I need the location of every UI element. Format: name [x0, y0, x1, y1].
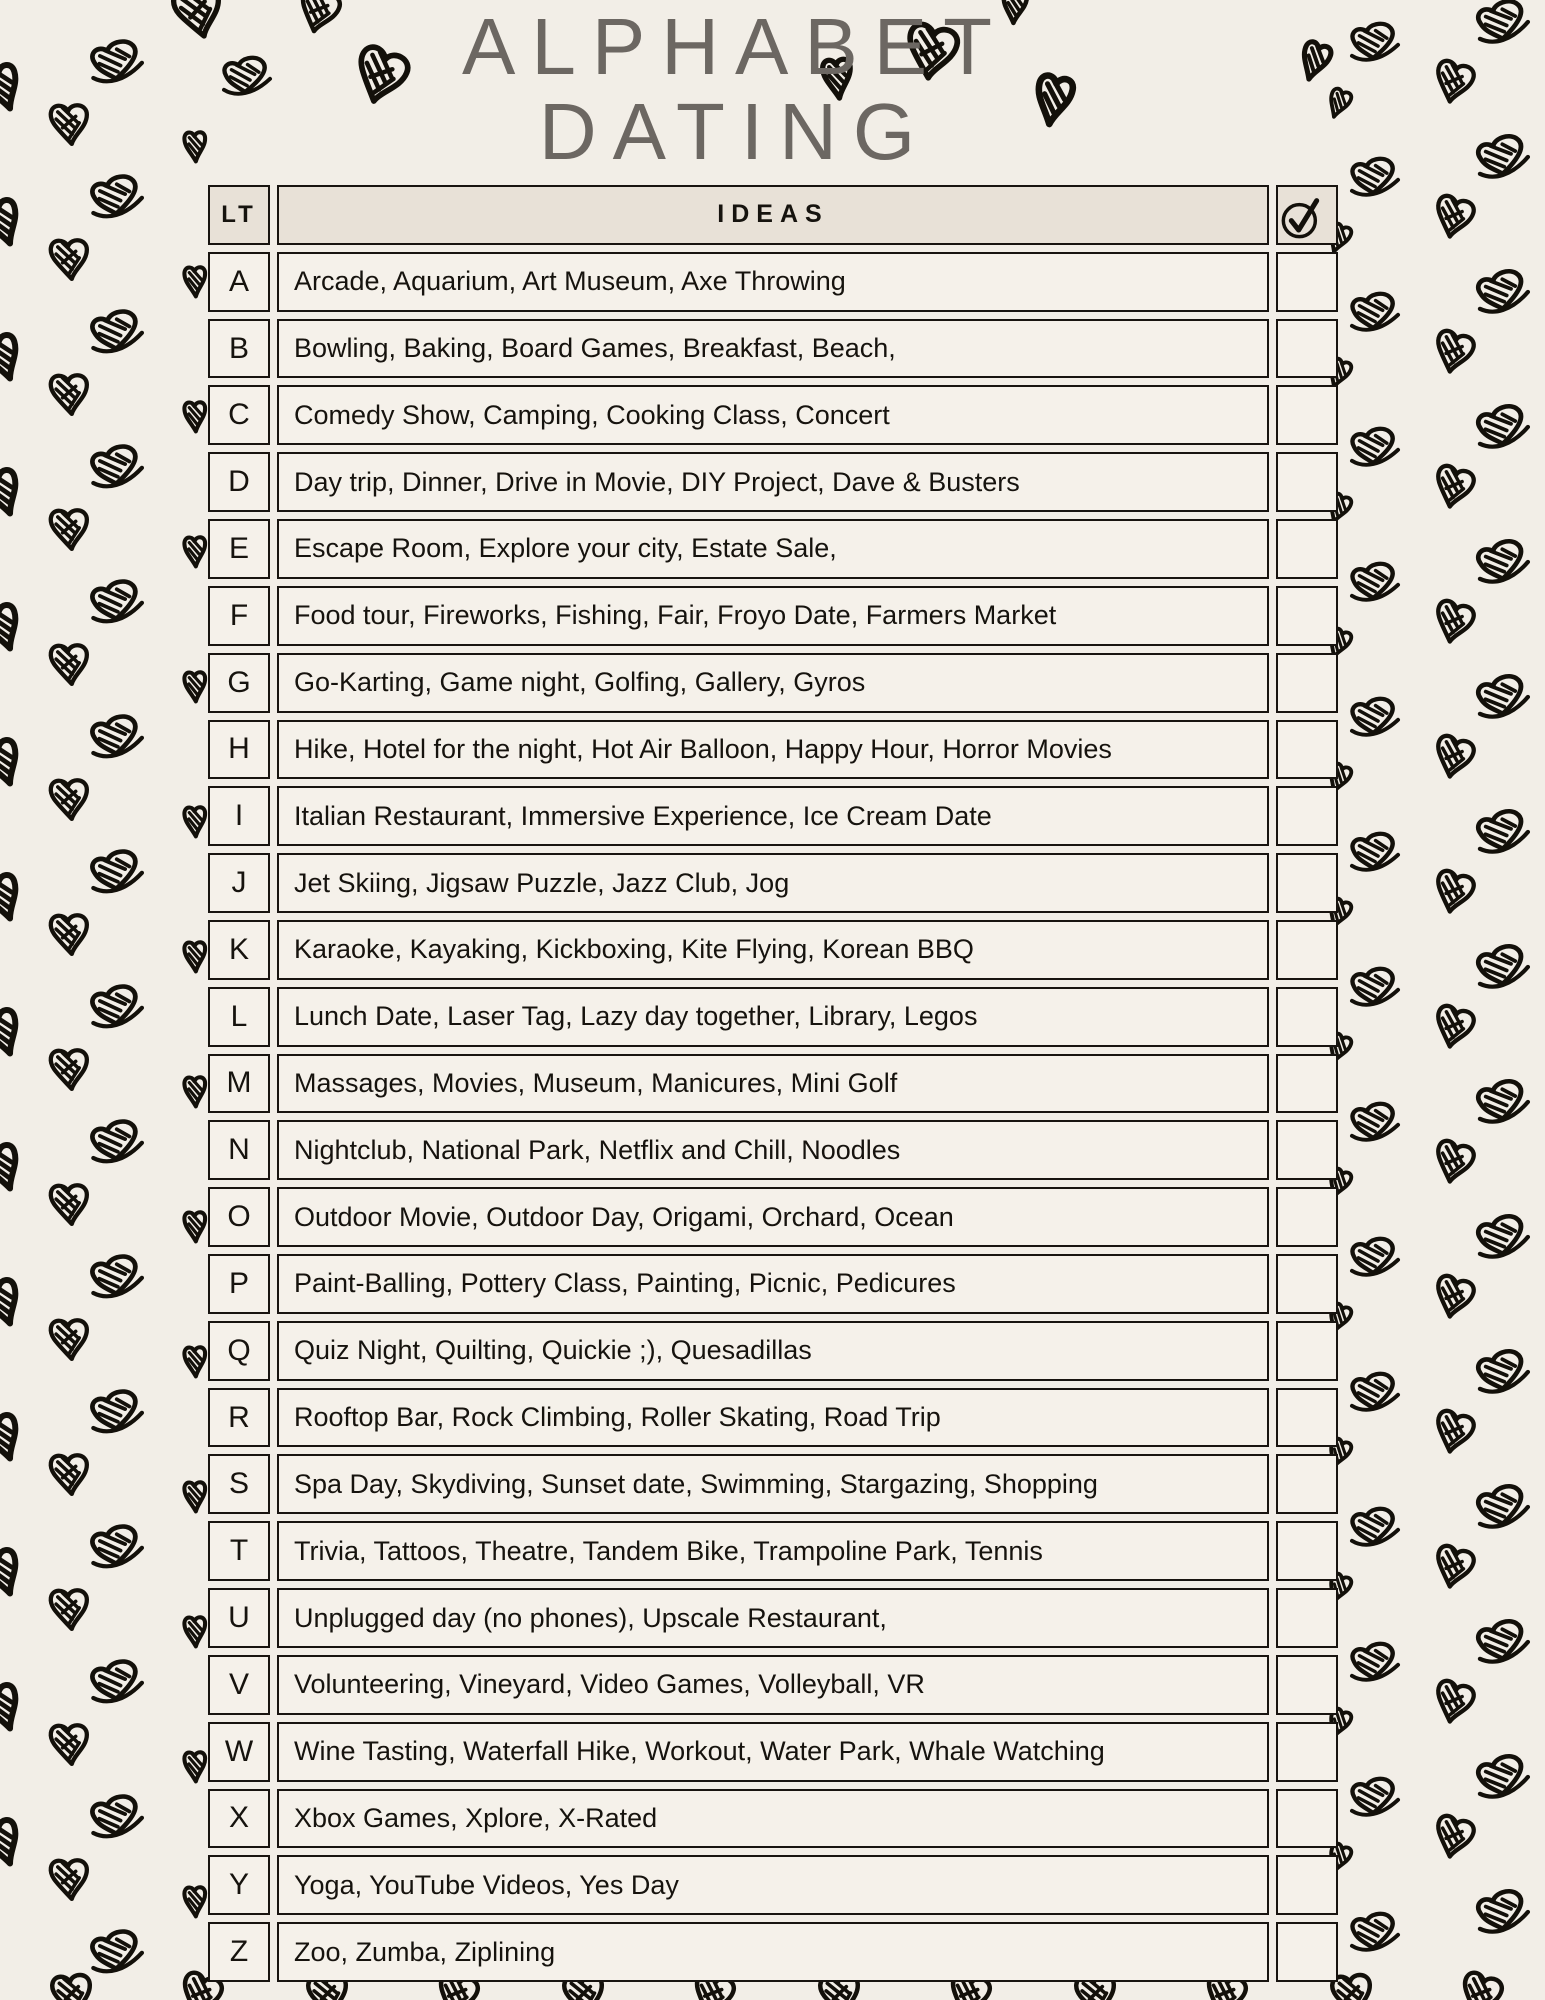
heart-doodle-icon [1428, 1135, 1480, 1192]
letter-cell: T [208, 1521, 270, 1581]
check-cell-R[interactable] [1276, 1388, 1338, 1448]
ideas-cell: Food tour, Fireworks, Fishing, Fair, Froyo Date, Farmers Market [277, 586, 1269, 646]
ideas-cell: Xbox Games, Xplore, X-Rated [277, 1789, 1269, 1849]
column-header-ideas: IDEAS [277, 185, 1269, 245]
heart-doodle-icon [1346, 1369, 1404, 1414]
heart-doodle-icon [1470, 1479, 1536, 1533]
check-cell-X[interactable] [1276, 1789, 1338, 1849]
heart-doodle-icon [85, 170, 150, 222]
letter-cell: D [208, 452, 270, 512]
heart-doodle-icon [1428, 1675, 1480, 1732]
letter-cell: C [208, 385, 270, 445]
heart-doodle-icon [45, 1447, 96, 1503]
heart-doodle-icon [180, 667, 210, 707]
letter-cell: W [208, 1722, 270, 1782]
letter-cell: Z [208, 1922, 270, 1982]
letter-cell: I [208, 786, 270, 846]
heart-doodle-icon [1346, 559, 1404, 604]
ideas-cell: Escape Room, Explore your city, Estate Sale, [277, 519, 1269, 579]
heart-doodle-icon [1428, 190, 1480, 247]
ideas-cell: Italian Restaurant, Immersive Experience, Ice Cream Date [277, 786, 1269, 846]
check-cell-N[interactable] [1276, 1120, 1338, 1180]
heart-doodle-icon [1346, 694, 1404, 739]
heart-doodle-icon [1346, 1234, 1404, 1279]
heart-doodle-icon [0, 1405, 32, 1471]
heart-doodle-icon [180, 1882, 210, 1922]
heart-doodle-icon [85, 1520, 150, 1572]
heart-doodle-icon [0, 190, 32, 256]
heart-doodle-icon [1428, 730, 1480, 787]
heart-doodle-icon [45, 367, 96, 423]
heart-doodle-icon [45, 1717, 96, 1773]
check-cell-M[interactable] [1276, 1054, 1338, 1114]
heart-doodle-icon [0, 865, 32, 931]
check-cell-O[interactable] [1276, 1187, 1338, 1247]
letter-cell: O [208, 1187, 270, 1247]
check-cell-I[interactable] [1276, 786, 1338, 846]
letter-cell: A [208, 252, 270, 312]
heart-doodle-icon [1470, 804, 1536, 858]
alphabet-table [208, 185, 1338, 1982]
ideas-cell: Go-Karting, Game night, Golfing, Gallery, Gyros [277, 653, 1269, 713]
heart-doodle-icon [45, 1042, 96, 1098]
heart-doodle-icon [45, 772, 96, 828]
heart-doodle-icon [85, 710, 150, 762]
heart-doodle-icon [1470, 1884, 1536, 1938]
check-cell-F[interactable] [1276, 586, 1338, 646]
letter-cell: S [208, 1454, 270, 1514]
letter-cell: J [208, 853, 270, 913]
check-cell-K[interactable] [1276, 920, 1338, 980]
check-cell-Q[interactable] [1276, 1321, 1338, 1381]
letter-cell: Q [208, 1321, 270, 1381]
heart-doodle-icon [0, 1135, 32, 1201]
check-cell-L[interactable] [1276, 987, 1338, 1047]
heart-doodle-icon [1346, 1099, 1404, 1144]
heart-doodle-icon [0, 595, 32, 661]
heart-doodle-icon [85, 575, 150, 627]
heart-doodle-icon [1470, 129, 1536, 183]
heart-doodle-icon [85, 1250, 150, 1302]
heart-doodle-icon [85, 1925, 150, 1977]
heart-doodle-icon [45, 1852, 96, 1908]
letter-cell: U [208, 1588, 270, 1648]
ideas-cell: Comedy Show, Camping, Cooking Class, Concert [277, 385, 1269, 445]
heart-doodle-icon [0, 1270, 32, 1336]
heart-doodle-icon [1428, 1405, 1480, 1462]
ideas-cell: Paint-Balling, Pottery Class, Painting, Picnic, Pedicures [277, 1254, 1269, 1314]
check-cell-E[interactable] [1276, 519, 1338, 579]
check-cell-W[interactable] [1276, 1722, 1338, 1782]
heart-doodle-icon [1470, 534, 1536, 588]
heart-doodle-icon [1346, 1774, 1404, 1819]
ideas-cell: Zoo, Zumba, Ziplining [277, 1922, 1269, 1982]
heart-doodle-icon [1470, 939, 1536, 993]
ideas-cell: Hike, Hotel for the night, Hot Air Balloon, Happy Hour, Horror Movies [277, 720, 1269, 780]
heart-doodle-icon [1470, 1749, 1536, 1803]
heart-doodle-icon [1346, 964, 1404, 1009]
column-header-letter: LT [208, 185, 270, 245]
heart-doodle-icon [85, 1790, 150, 1842]
letter-cell: K [208, 920, 270, 980]
heart-doodle-icon [180, 397, 210, 437]
heart-doodle-icon [180, 1342, 210, 1382]
heart-doodle-icon [1470, 0, 1536, 49]
heart-doodle-icon [1346, 424, 1404, 469]
heart-doodle-icon [45, 907, 96, 963]
letter-cell: G [208, 653, 270, 713]
check-cell-U[interactable] [1276, 1588, 1338, 1648]
check-cell-A[interactable] [1276, 252, 1338, 312]
check-cell-G[interactable] [1276, 653, 1338, 713]
letter-cell: R [208, 1388, 270, 1448]
heart-doodle-icon [180, 532, 210, 572]
heart-doodle-icon [0, 1675, 32, 1741]
heart-doodle-icon [1470, 1209, 1536, 1263]
heart-doodle-icon [180, 262, 210, 302]
ideas-cell: Trivia, Tattoos, Theatre, Tandem Bike, Trampoline Park, Tennis [277, 1521, 1269, 1581]
check-cell-B[interactable] [1276, 319, 1338, 379]
ideas-cell: Bowling, Baking, Board Games, Breakfast, Beach, [277, 319, 1269, 379]
heart-doodle-icon [1346, 829, 1404, 874]
check-cell-D[interactable] [1276, 452, 1338, 512]
heart-doodle-icon [1428, 1000, 1480, 1057]
heart-doodle-icon [85, 1655, 150, 1707]
heart-doodle-icon [1470, 264, 1536, 318]
letter-cell: E [208, 519, 270, 579]
ideas-cell: Yoga, YouTube Videos, Yes Day [277, 1855, 1269, 1915]
check-cell-Z[interactable] [1276, 1922, 1338, 1982]
ideas-cell: Volunteering, Vineyard, Video Games, Volleyball, VR [277, 1655, 1269, 1715]
heart-doodle-icon [1428, 865, 1480, 922]
page-title-line1: ALPHABET [462, 2, 1008, 91]
column-header-check [1276, 185, 1338, 245]
heart-doodle-icon [0, 1000, 32, 1066]
ideas-cell: Unplugged day (no phones), Upscale Restaurant, [277, 1588, 1269, 1648]
ideas-cell: Karaoke, Kayaking, Kickboxing, Kite Flying, Korean BBQ [277, 920, 1269, 980]
page-title-line2: DATING [538, 87, 932, 176]
heart-doodle-icon [85, 980, 150, 1032]
ideas-cell: Arcade, Aquarium, Art Museum, Axe Throwing [277, 252, 1269, 312]
heart-doodle-icon [1346, 289, 1404, 334]
letter-cell: P [208, 1254, 270, 1314]
check-cell-J[interactable] [1276, 853, 1338, 913]
ideas-cell: Spa Day, Skydiving, Sunset date, Swimming, Stargazing, Shopping [277, 1454, 1269, 1514]
heart-doodle-icon [180, 1747, 210, 1787]
heart-doodle-icon [85, 1385, 150, 1437]
heart-doodle-icon [0, 325, 32, 391]
heart-doodle-icon [45, 1582, 96, 1638]
letter-cell: N [208, 1120, 270, 1180]
heart-doodle-icon [1470, 399, 1536, 453]
heart-doodle-icon [1346, 1639, 1404, 1684]
check-cell-P[interactable] [1276, 1254, 1338, 1314]
heart-doodle-icon [45, 1177, 96, 1233]
letter-cell: X [208, 1789, 270, 1849]
check-cell-V[interactable] [1276, 1655, 1338, 1715]
heart-doodle-icon [1470, 1074, 1536, 1128]
letter-cell: L [208, 987, 270, 1047]
ideas-cell: Nightclub, National Park, Netflix and Chill, Noodles [277, 1120, 1269, 1180]
check-cell-H[interactable] [1276, 720, 1338, 780]
heart-doodle-icon [1428, 1270, 1480, 1327]
letter-cell: V [208, 1655, 270, 1715]
check-cell-T[interactable] [1276, 1521, 1338, 1581]
heart-doodle-icon [45, 1312, 96, 1368]
ideas-cell: Wine Tasting, Waterfall Hike, Workout, Water Park, Whale Watching [277, 1722, 1269, 1782]
heart-doodle-icon [85, 1115, 150, 1167]
heart-doodle-icon [1453, 1966, 1509, 2000]
heart-doodle-icon [180, 1072, 210, 1112]
ideas-cell: Outdoor Movie, Outdoor Day, Origami, Orchard, Ocean [277, 1187, 1269, 1247]
heart-doodle-icon [1428, 1810, 1480, 1867]
heart-doodle-icon [1470, 669, 1536, 723]
heart-doodle-icon [45, 502, 96, 558]
check-cell-S[interactable] [1276, 1454, 1338, 1514]
heart-doodle-icon [180, 937, 210, 977]
heart-doodle-icon [45, 637, 96, 693]
ideas-cell: Massages, Movies, Museum, Manicures, Mini Golf [277, 1054, 1269, 1114]
heart-doodle-icon [1470, 1614, 1536, 1668]
heart-doodle-icon [180, 1612, 210, 1652]
heart-doodle-icon [1346, 1504, 1404, 1549]
ideas-cell: Jet Skiing, Jigsaw Puzzle, Jazz Club, Jog [277, 853, 1269, 913]
heart-doodle-icon [85, 845, 150, 897]
ideas-cell: Day trip, Dinner, Drive in Movie, DIY Project, Dave & Busters [277, 452, 1269, 512]
heart-doodle-icon [1428, 1540, 1480, 1597]
heart-doodle-icon [180, 802, 210, 842]
ideas-cell: Rooftop Bar, Rock Climbing, Roller Skating, Road Trip [277, 1388, 1269, 1448]
heart-doodle-icon [85, 305, 150, 357]
letter-cell: M [208, 1054, 270, 1114]
heart-doodle-icon [0, 1540, 32, 1606]
heart-doodle-icon [1470, 1344, 1536, 1398]
heart-doodle-icon [0, 1810, 32, 1876]
heart-doodle-icon [45, 232, 96, 288]
circled-checkmark-icon [1278, 195, 1326, 241]
check-cell-Y[interactable] [1276, 1855, 1338, 1915]
heart-doodle-icon [0, 730, 32, 796]
page-title [0, 4, 1470, 174]
heart-doodle-icon [180, 1207, 210, 1247]
heart-doodle-icon [1346, 1909, 1404, 1954]
letter-cell: H [208, 720, 270, 780]
heart-doodle-icon [1428, 595, 1480, 652]
heart-doodle-icon [85, 440, 150, 492]
ideas-cell: Quiz Night, Quilting, Quickie ;), Quesadillas [277, 1321, 1269, 1381]
letter-cell: Y [208, 1855, 270, 1915]
heart-doodle-icon [180, 1477, 210, 1517]
check-cell-C[interactable] [1276, 385, 1338, 445]
heart-doodle-icon [0, 460, 32, 526]
letter-cell: B [208, 319, 270, 379]
letter-cell: F [208, 586, 270, 646]
heart-doodle-icon [1428, 325, 1480, 382]
heart-doodle-icon [1428, 460, 1480, 517]
ideas-cell: Lunch Date, Laser Tag, Lazy day together, Library, Legos [277, 987, 1269, 1047]
